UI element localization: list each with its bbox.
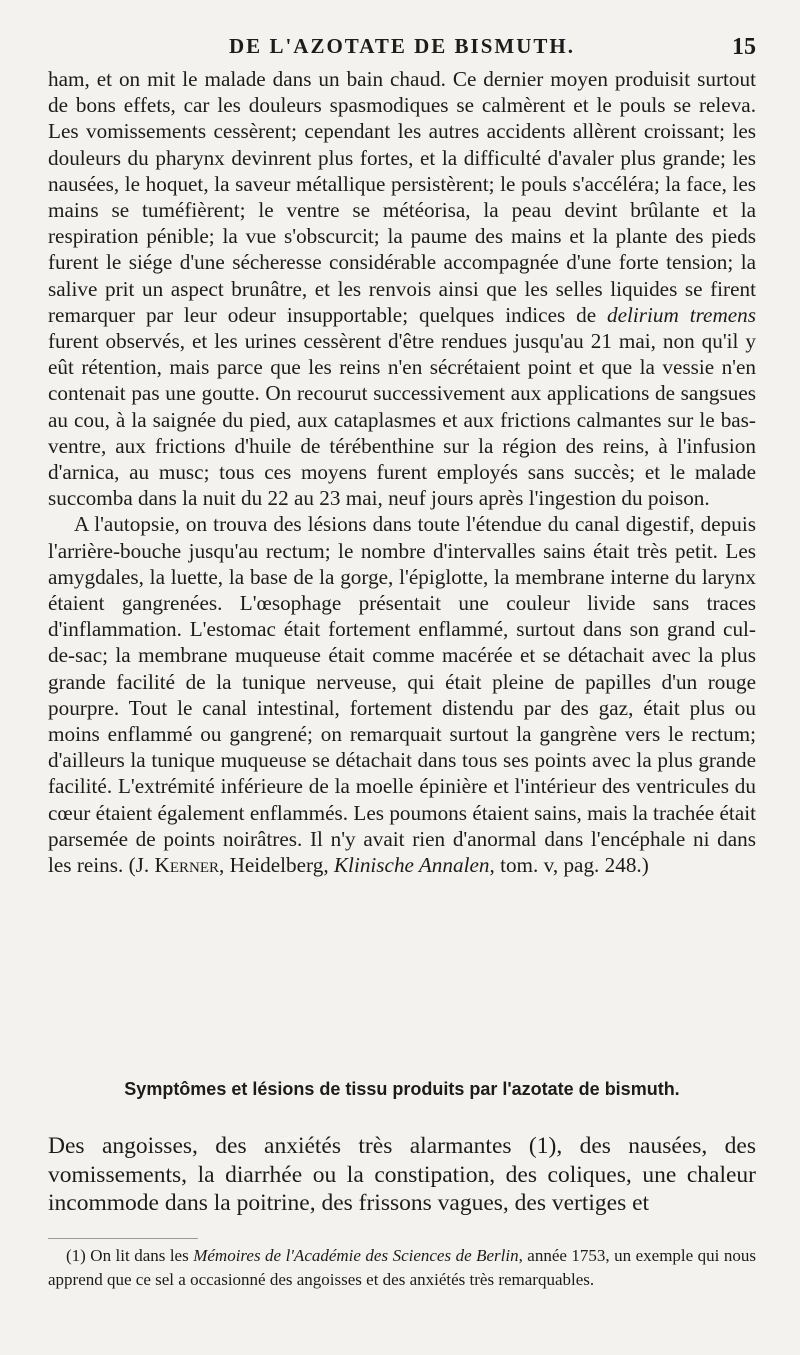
- page-header: [48, 34, 756, 64]
- author-name: Kerner: [154, 853, 219, 878]
- footnote: [48, 1244, 756, 1292]
- footnote-paragraph: [48, 1244, 756, 1292]
- section-heading: Symptômes et lésions de tissu produits par l'azotate de bismuth.: [124, 1079, 680, 1099]
- running-title: DE L'AZOTATE DE BISMUTH.: [229, 34, 575, 58]
- paragraph-continuation: [48, 66, 756, 511]
- paragraph2-text-a: A l'autopsie, on trouva des lésions dans toute l'étendue du canal digestif, depuis l'arrière-bouche jusqu'au rectum; le nombre d'intervalles sains était très petit. Les amygdales, la luette, la base de la gorge, l'épiglotte, la membrane interne du larynx étaient gangrenées. L'œsophage présentait une couleur livide sans traces d'inflammation. L'estomac était fortement enflammé, surtout dans son grand cul-de-sac; la membrane muqueuse était comme macérée et se détachait avec la plus grande facilité de la tunique nerveuse, qui était pleine de papilles d'un rouge pourpre. Tout le canal intestinal, fortement distendu par des gaz, était plus ou moins enflammé ou gangrené; on remarquait surtout la gangrène vers le rectum; d'ailleurs la tunique muqueuse se détachait dans tous ses points avec la plus grande facilité. L'extrémité inférieure de la moelle épinière et l'intérieur des ventricules du cœur étaient également enflammés. Les poumons étaient sains, mais la trachée était parsemée de points noirâtres. Il n'y avait rien d'anormal dans l'encéphale ni dans les reins. (J.: [48, 512, 756, 878]
- page-number: 15: [732, 34, 756, 60]
- section-paragraph: Des angoisses, des anxiétés très alarmantes (1), des nausées, des vomissements, la diarrhée ou la constipation, des coliques, une chaleur incommode dans la poitrine, des frissons vagues, des vertiges et: [48, 1133, 756, 1216]
- paragraph2-text-c: , tom. v, pag. 248.): [489, 853, 649, 878]
- paragraph1-text-b: furent observés, et les urines cessèrent d'être rendues jusqu'au 21 mai, non qu'il y eût rétention, mais parce que les reins n'en sécrétaient point et que la vessie n'en contenait pas une goutte. On recourut successivement aux applications de sangsues au cou, à la saignée du pied, aux cataplasmes et aux frictions calmantes sur le bas-ventre, aux frictions d'huile de térébenthine sur la région des reins, à l'infusion d'arnica, au musc; tous ces moyens furent employés sans succès; et le malade succomba dans la nuit du 22 au 23 mai, neuf jours après l'ingestion du poison.: [48, 329, 756, 511]
- footnote-italic: Mémoires de l'Académie des Sciences de Berlin: [193, 1246, 519, 1265]
- journal-title: Klinische Annalen: [333, 853, 490, 878]
- footnote-text-b: , année 1753, un exemple qui nous apprend que ce sel a occasionné des angoisses et des anxiétés très remarquables.: [48, 1246, 756, 1289]
- section-text: [48, 1132, 756, 1218]
- footnote-text-a: (1) On lit dans les: [66, 1246, 189, 1265]
- paragraph-autopsy: [48, 511, 756, 878]
- body-text: [48, 66, 756, 878]
- paragraph1-italic: delirium tremens: [607, 302, 757, 327]
- paragraph2-text-b: , Heidelberg,: [218, 853, 329, 878]
- footnote-divider: [48, 1238, 198, 1239]
- paragraph1-text-a: ham, et on mit le malade dans un bain chaud. Ce dernier moyen produisit surtout de bons effets, car les douleurs spasmodiques se calmèrent et le pouls se releva. Les vomissements cessèrent; cependant les autres accidents allèrent croissant; les douleurs du pharynx devinrent plus fortes, et la difficulté d'avaler plus grande; les nausées, le hoquet, la saveur métallique persistèrent; le pouls s'accéléra; la face, les mains se tuméfièrent; le ventre se météorisa, la peau devint brûlante et la respiration pénible; la vue s'obscurcit; la paume des mains et la plante des pieds furent le siége d'une sécheresse considérable accompagnée d'une forte tension; la salive prit un aspect brunâtre, et les renvois ainsi que les selles liquides se firent remarquer par leur odeur insupportable; quelques indices de: [48, 67, 756, 327]
